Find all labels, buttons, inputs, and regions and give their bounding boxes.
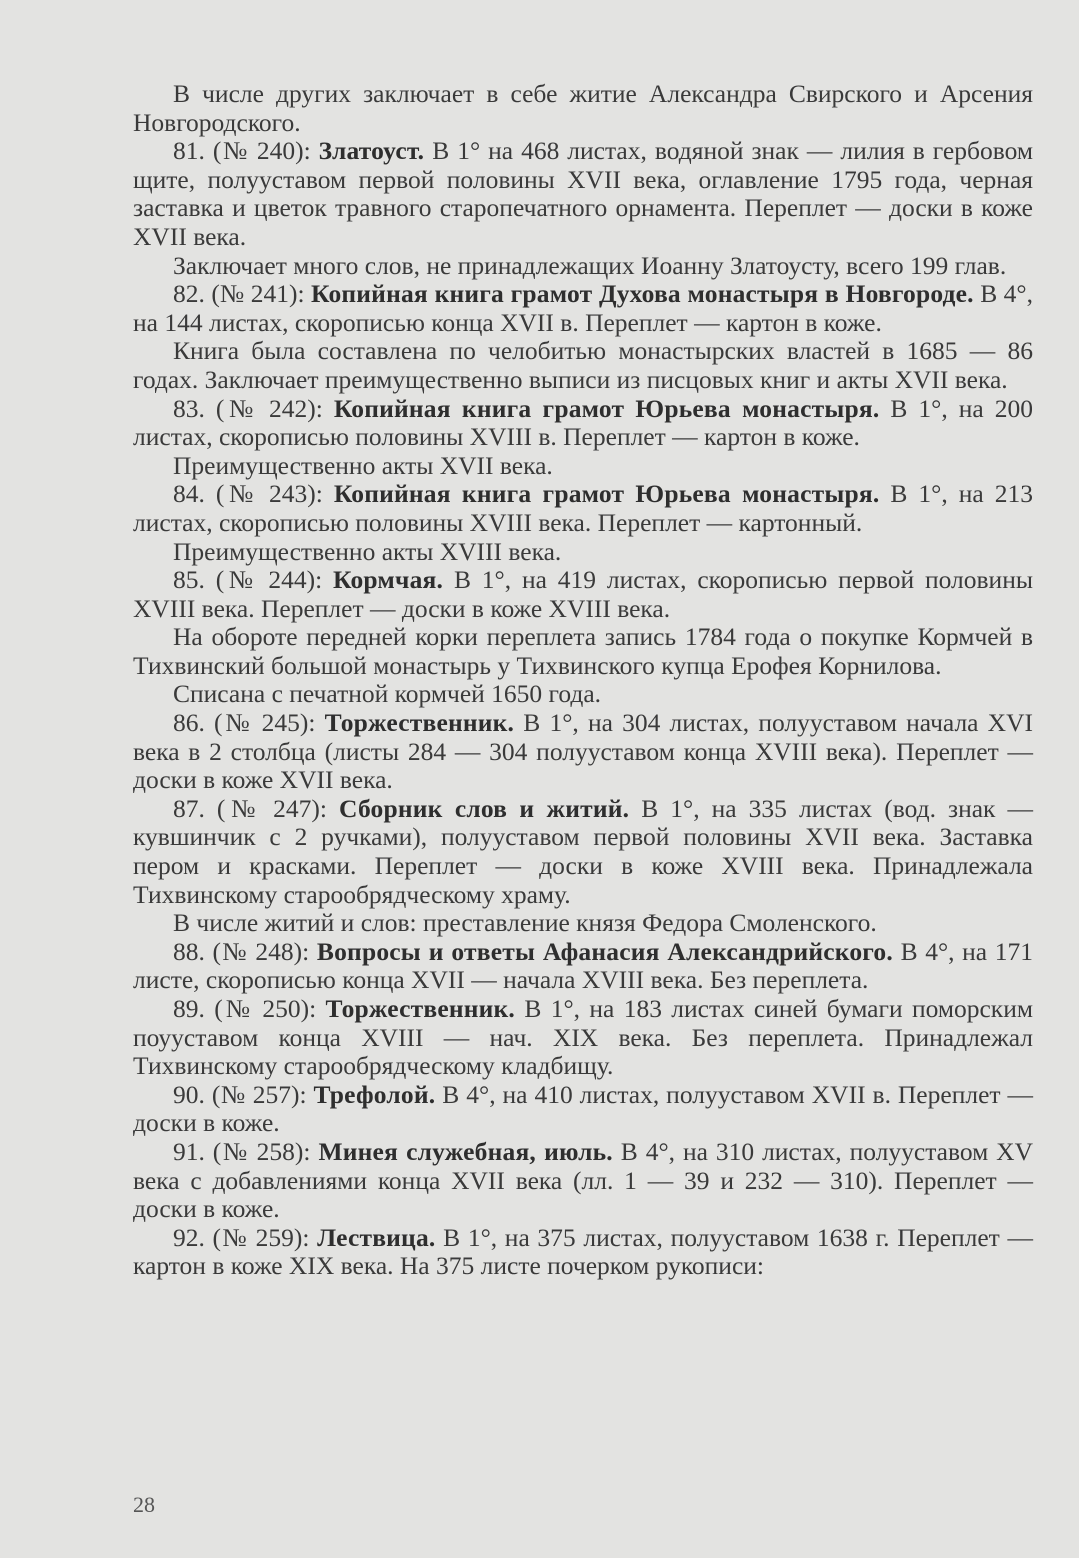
entry-title: Кормчая. <box>333 565 444 595</box>
entry-number: 86. (№ 245): <box>173 708 325 738</box>
entry-88 <box>133 938 1033 995</box>
entry-number: 91. (№ 258): <box>173 1136 319 1166</box>
entry-title: Сборник слов и житий. <box>339 793 630 823</box>
entry-number: 81. (№ 240): <box>173 136 319 166</box>
entry-description: В 1°, на 200 листах, скорописью половины XVIII в. Переплет — картон в коже. <box>133 393 1033 452</box>
paragraph-text: Заключает много слов, не принадлежащих Иоанну Златоусту, всего 199 глав. <box>173 250 1007 280</box>
entry-number: 84. (№ 243): <box>173 479 334 509</box>
entry-87 <box>133 795 1033 909</box>
entry-number: 83. (№ 242): <box>173 393 334 423</box>
entry-title: Минея служебная, июль. <box>318 1136 613 1166</box>
entry-82 <box>133 280 1033 337</box>
paragraph-text: На обороте передней корки переплета запись 1784 года о покупке Кормчей в Тихвинский большой монастырь у Тихвинского купца Ерофея Корнилова. <box>133 622 1033 680</box>
entry-91 <box>133 1138 1033 1224</box>
entry-title: Вопросы и ответы Афанасия Александрийского. <box>316 936 893 966</box>
paragraph-1 <box>133 80 1033 137</box>
entry-81 <box>133 137 1033 251</box>
entry-description: В 4°, на 144 листах, скорописью конца XVII в. Переплет — картон в коже. <box>133 279 1033 337</box>
entry-description: В 1°, на 183 листах синей бумаги поморским поууставом конца XVIII — нач. XIX века. Без переплета. Принадлежал Тихвинскому старообрядческому кладбищу. <box>133 994 1033 1081</box>
entry-description: В 4°, на 410 листах, полууставом XVII в. Переплет — доски в коже. <box>133 1079 1033 1138</box>
entry-number: 82. (№ 241): <box>173 279 312 309</box>
paragraph-text: В числе других заключает в себе житие Александра Свирского и Арсения Новгородского. <box>133 79 1033 137</box>
entry-description: В 1°, на 213 листах, скорописью половины XVIII века. Переплет — картонный. <box>133 479 1033 537</box>
entry-83 <box>133 395 1033 452</box>
entry-title: Лествица. <box>317 1222 436 1252</box>
entry-title: Торжественник. <box>325 994 515 1023</box>
entry-85 <box>133 566 1033 623</box>
paragraph-text: В числе житий и слов: преставление князя Федора Смоленского. <box>173 908 877 938</box>
entry-description: В 4°, на 310 листах, полууставом XV века с добавлениями конца XVII века (лл. 1 — 39 и 232 — 310). Переплет — доски в коже. <box>133 1136 1033 1224</box>
entry-number: 89. (№ 250): <box>173 994 326 1023</box>
paragraph-text: Списана с печатной кормчей 1650 года. <box>173 679 602 709</box>
paragraph-12 <box>133 680 1033 709</box>
entry-89 <box>133 995 1033 1081</box>
entry-84 <box>133 480 1033 537</box>
entry-90 <box>133 1081 1033 1138</box>
paragraph-text: Книга была составлена по челобитью монастырских властей в 1685 — 86 годах. Заключает преимущественно выписи из писцовых книг и акты XVII века. <box>133 336 1033 394</box>
entry-description: В 1° на 468 листах, водяной знак — лилия в гербовом щите, полууставом первой половины XVII века, оглавление 1795 года, черная заставка и цветок травного старопечатного орнамента. Переплет — доски в коже XVII века. <box>133 136 1033 251</box>
paragraph-text: Преимущественно акты XVIII века. <box>173 536 562 566</box>
entry-title: Копийная книга грамот Юрьева монастыря. <box>333 393 880 423</box>
text-block <box>133 80 1033 1281</box>
paragraph-3 <box>133 252 1033 281</box>
entry-number: 87. (№ 247): <box>173 793 340 823</box>
entry-description: В 1°, на 335 листах (вод. знак — кувшинчик с 2 ручками), полууставом первой половины XVII века. Заставка пером и красками. Переплет — доски в коже XVIII века. Принадлежала Тихвинскому старообрядческому храму. <box>133 793 1033 909</box>
entry-description: В 1°, на 304 листах, полууставом начала XVI века в 2 столбца (листы 284 — 304 полууставом конца XVIII века). Переплет — доски в коже XVII века. <box>133 708 1033 795</box>
paragraph-11 <box>133 623 1033 680</box>
entry-description: В 1°, на 419 листах, скорописью первой половины XVIII века. Переплет — доски в коже XVIII века. <box>133 565 1033 623</box>
entry-number: 90. (№ 257): <box>173 1079 314 1109</box>
entry-92 <box>133 1224 1033 1281</box>
entry-title: Копийная книга грамот Духова монастыря в Новгороде. <box>311 279 974 309</box>
paragraph-text: Преимущественно акты XVII века. <box>173 450 553 480</box>
entry-title: Златоуст. <box>318 136 425 166</box>
entry-number: 92. (№ 259): <box>173 1222 318 1252</box>
entry-number: 85. (№ 244): <box>173 565 334 595</box>
paragraph-7 <box>133 452 1033 481</box>
entry-description: В 4°, на 171 листе, скорописью конца XVII — начала XVIII века. Без переплета. <box>133 936 1033 995</box>
entry-description: В 1°, на 375 листах, полууставом 1638 г. Переплет — картон в коже XIX века. На 375 листе почерком рукописи: <box>133 1222 1033 1281</box>
entry-title: Трефолой. <box>313 1079 436 1109</box>
entry-title: Копийная книга грамот Юрьева монастыря. <box>333 479 880 509</box>
paragraph-9 <box>133 538 1033 567</box>
paragraph-5 <box>133 337 1033 394</box>
entry-86 <box>133 709 1033 795</box>
entry-number: 88. (№ 248): <box>173 936 317 966</box>
page-number: 28 <box>133 1492 155 1517</box>
entry-title: Торжественник. <box>324 708 515 738</box>
paragraph-15 <box>133 909 1033 938</box>
